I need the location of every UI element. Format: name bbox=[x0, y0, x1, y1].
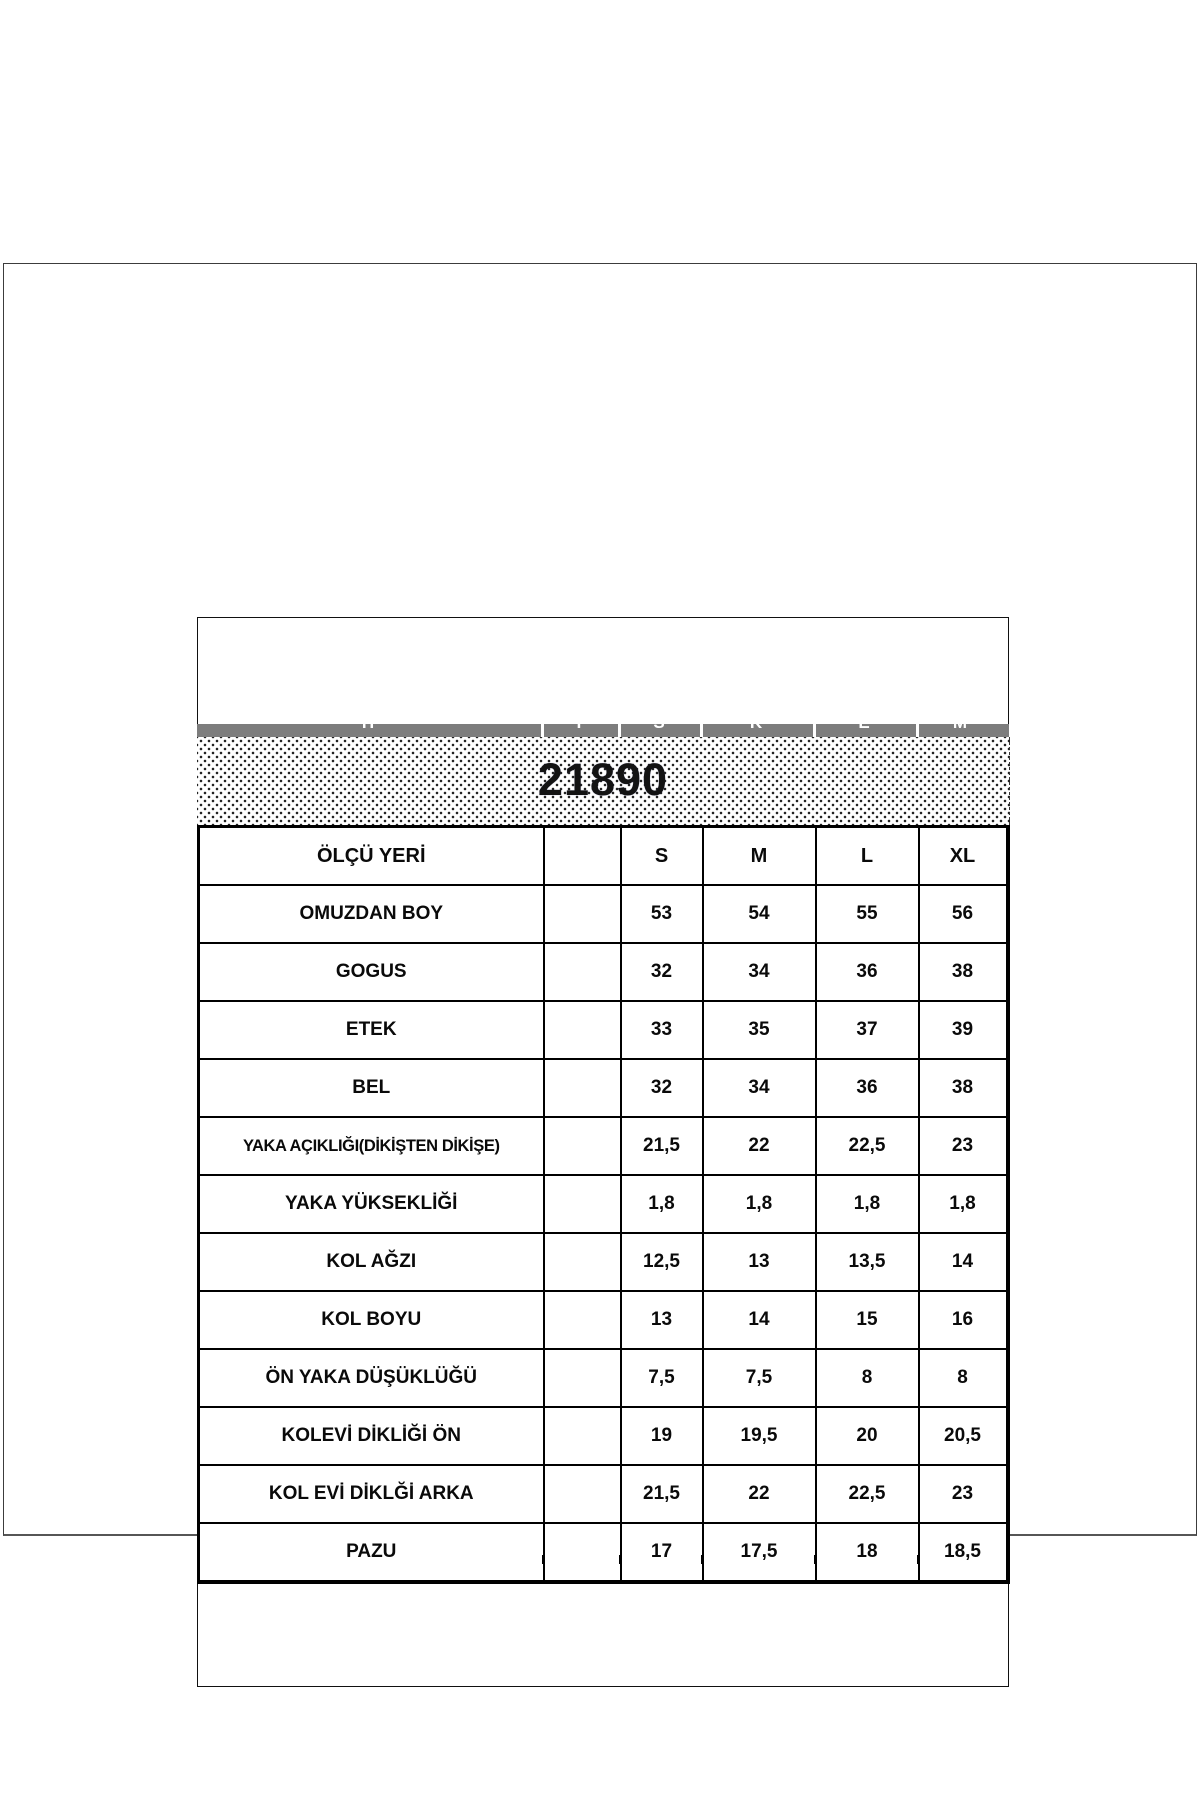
measure-label-cell: ETEK bbox=[199, 1001, 544, 1059]
value-cell-s: 21,5 bbox=[621, 1117, 703, 1175]
spacer-cell bbox=[544, 1523, 621, 1582]
value-cell-xl: 1,8 bbox=[919, 1175, 1008, 1233]
value-cell-xl: 56 bbox=[919, 885, 1008, 943]
column-divider bbox=[541, 724, 544, 737]
value-cell-l: 18 bbox=[816, 1523, 919, 1582]
product-code-band bbox=[197, 737, 1010, 825]
table-row bbox=[199, 943, 1008, 1001]
column-tick bbox=[619, 1555, 621, 1564]
value-cell-s: 19 bbox=[621, 1407, 703, 1465]
column-tick bbox=[917, 1555, 919, 1564]
value-cell-m: 34 bbox=[703, 943, 816, 1001]
column-tick bbox=[701, 1555, 703, 1564]
table-row bbox=[199, 1523, 1008, 1582]
value-cell-m: 13 bbox=[703, 1233, 816, 1291]
value-cell-s: 17 bbox=[621, 1523, 703, 1582]
page-frame bbox=[3, 263, 1197, 1562]
cropped-letter: M bbox=[952, 713, 968, 732]
value-cell-m: 14 bbox=[703, 1291, 816, 1349]
measure-label-cell: OMUZDAN BOY bbox=[199, 885, 544, 943]
value-cell-m: 35 bbox=[703, 1001, 816, 1059]
value-cell-xl: 39 bbox=[919, 1001, 1008, 1059]
spacer-cell bbox=[544, 1117, 621, 1175]
value-cell-l: 22,5 bbox=[816, 1117, 919, 1175]
cropped-letter: H bbox=[361, 713, 375, 732]
column-divider bbox=[813, 724, 816, 737]
table-row bbox=[199, 1233, 1008, 1291]
size-header-l: L bbox=[816, 827, 919, 886]
value-cell-m: 54 bbox=[703, 885, 816, 943]
spacer-cell bbox=[544, 827, 621, 886]
sheet-frame bbox=[197, 617, 1009, 1687]
value-cell-xl: 38 bbox=[919, 1059, 1008, 1117]
table-row bbox=[199, 1465, 1008, 1523]
column-tick bbox=[542, 1555, 544, 1564]
table-row bbox=[199, 885, 1008, 943]
value-cell-xl: 38 bbox=[919, 943, 1008, 1001]
value-cell-s: 33 bbox=[621, 1001, 703, 1059]
table-row bbox=[199, 1117, 1008, 1175]
value-cell-s: 13 bbox=[621, 1291, 703, 1349]
measure-label-cell: KOL BOYU bbox=[199, 1291, 544, 1349]
value-cell-s: 32 bbox=[621, 1059, 703, 1117]
value-cell-l: 1,8 bbox=[816, 1175, 919, 1233]
measure-label-cell: BEL bbox=[199, 1059, 544, 1117]
spacer-cell bbox=[544, 885, 621, 943]
cropped-letter: T bbox=[573, 713, 585, 732]
value-cell-m: 17,5 bbox=[703, 1523, 816, 1582]
measure-label-cell: YAKA AÇIKLIĞI(DİKİŞTEN DİKİŞE) bbox=[199, 1117, 544, 1175]
product-code: 21890 bbox=[537, 754, 669, 805]
value-cell-m: 34 bbox=[703, 1059, 816, 1117]
value-cell-l: 13,5 bbox=[816, 1233, 919, 1291]
value-cell-l: 20 bbox=[816, 1407, 919, 1465]
value-cell-l: 36 bbox=[816, 943, 919, 1001]
measure-label-cell: GOGUS bbox=[199, 943, 544, 1001]
table-row bbox=[199, 1349, 1008, 1407]
value-cell-s: 53 bbox=[621, 885, 703, 943]
value-cell-m: 19,5 bbox=[703, 1407, 816, 1465]
value-cell-xl: 23 bbox=[919, 1465, 1008, 1523]
cropped-header-bar bbox=[197, 713, 1009, 737]
value-cell-xl: 14 bbox=[919, 1233, 1008, 1291]
value-cell-s: 32 bbox=[621, 943, 703, 1001]
value-cell-l: 37 bbox=[816, 1001, 919, 1059]
value-cell-l: 8 bbox=[816, 1349, 919, 1407]
table-row bbox=[199, 1175, 1008, 1233]
value-cell-l: 15 bbox=[816, 1291, 919, 1349]
measure-label-cell: KOLEVİ DİKLİĞİ ÖN bbox=[199, 1407, 544, 1465]
value-cell-m: 7,5 bbox=[703, 1349, 816, 1407]
size-header-m: M bbox=[703, 827, 816, 886]
cropped-letter: E bbox=[858, 713, 870, 732]
column-divider bbox=[916, 724, 919, 737]
measure-label-cell: KOL AĞZI bbox=[199, 1233, 544, 1291]
value-cell-l: 55 bbox=[816, 885, 919, 943]
spacer-cell bbox=[544, 943, 621, 1001]
table-row bbox=[199, 1291, 1008, 1349]
spacer-cell bbox=[544, 1001, 621, 1059]
value-cell-m: 22 bbox=[703, 1117, 816, 1175]
measure-label-cell: ÖN YAKA DÜŞÜKLÜĞÜ bbox=[199, 1349, 544, 1407]
measure-place-header: ÖLÇÜ YERİ bbox=[199, 827, 544, 886]
cropped-letter: K bbox=[749, 713, 763, 732]
size-header-s: S bbox=[621, 827, 703, 886]
value-cell-xl: 16 bbox=[919, 1291, 1008, 1349]
spacer-cell bbox=[544, 1349, 621, 1407]
table-row bbox=[199, 1059, 1008, 1117]
spacer-cell bbox=[544, 1407, 621, 1465]
measure-label-cell: YAKA YÜKSEKLİĞİ bbox=[199, 1175, 544, 1233]
measure-label-cell: KOL EVİ DİKLĞİ ARKA bbox=[199, 1465, 544, 1523]
value-cell-l: 36 bbox=[816, 1059, 919, 1117]
spacer-cell bbox=[544, 1291, 621, 1349]
value-cell-l: 22,5 bbox=[816, 1465, 919, 1523]
value-cell-s: 1,8 bbox=[621, 1175, 703, 1233]
value-cell-xl: 18,5 bbox=[919, 1523, 1008, 1582]
value-cell-m: 22 bbox=[703, 1465, 816, 1523]
column-divider bbox=[618, 724, 621, 737]
cropped-letter: S bbox=[653, 713, 665, 732]
table-header-row bbox=[199, 827, 1008, 886]
value-cell-s: 7,5 bbox=[621, 1349, 703, 1407]
value-cell-xl: 20,5 bbox=[919, 1407, 1008, 1465]
table-row bbox=[199, 1001, 1008, 1059]
size-table bbox=[197, 825, 1010, 1584]
measure-label-cell: PAZU bbox=[199, 1523, 544, 1582]
value-cell-xl: 8 bbox=[919, 1349, 1008, 1407]
value-cell-s: 12,5 bbox=[621, 1233, 703, 1291]
table-row bbox=[199, 1407, 1008, 1465]
column-divider bbox=[700, 724, 703, 737]
column-tick bbox=[814, 1555, 816, 1564]
spacer-cell bbox=[544, 1059, 621, 1117]
value-cell-m: 1,8 bbox=[703, 1175, 816, 1233]
size-header-xl: XL bbox=[919, 827, 1008, 886]
value-cell-xl: 23 bbox=[919, 1117, 1008, 1175]
value-cell-s: 21,5 bbox=[621, 1465, 703, 1523]
spacer-cell bbox=[544, 1465, 621, 1523]
spacer-cell bbox=[544, 1233, 621, 1291]
spacer-cell bbox=[544, 1175, 621, 1233]
